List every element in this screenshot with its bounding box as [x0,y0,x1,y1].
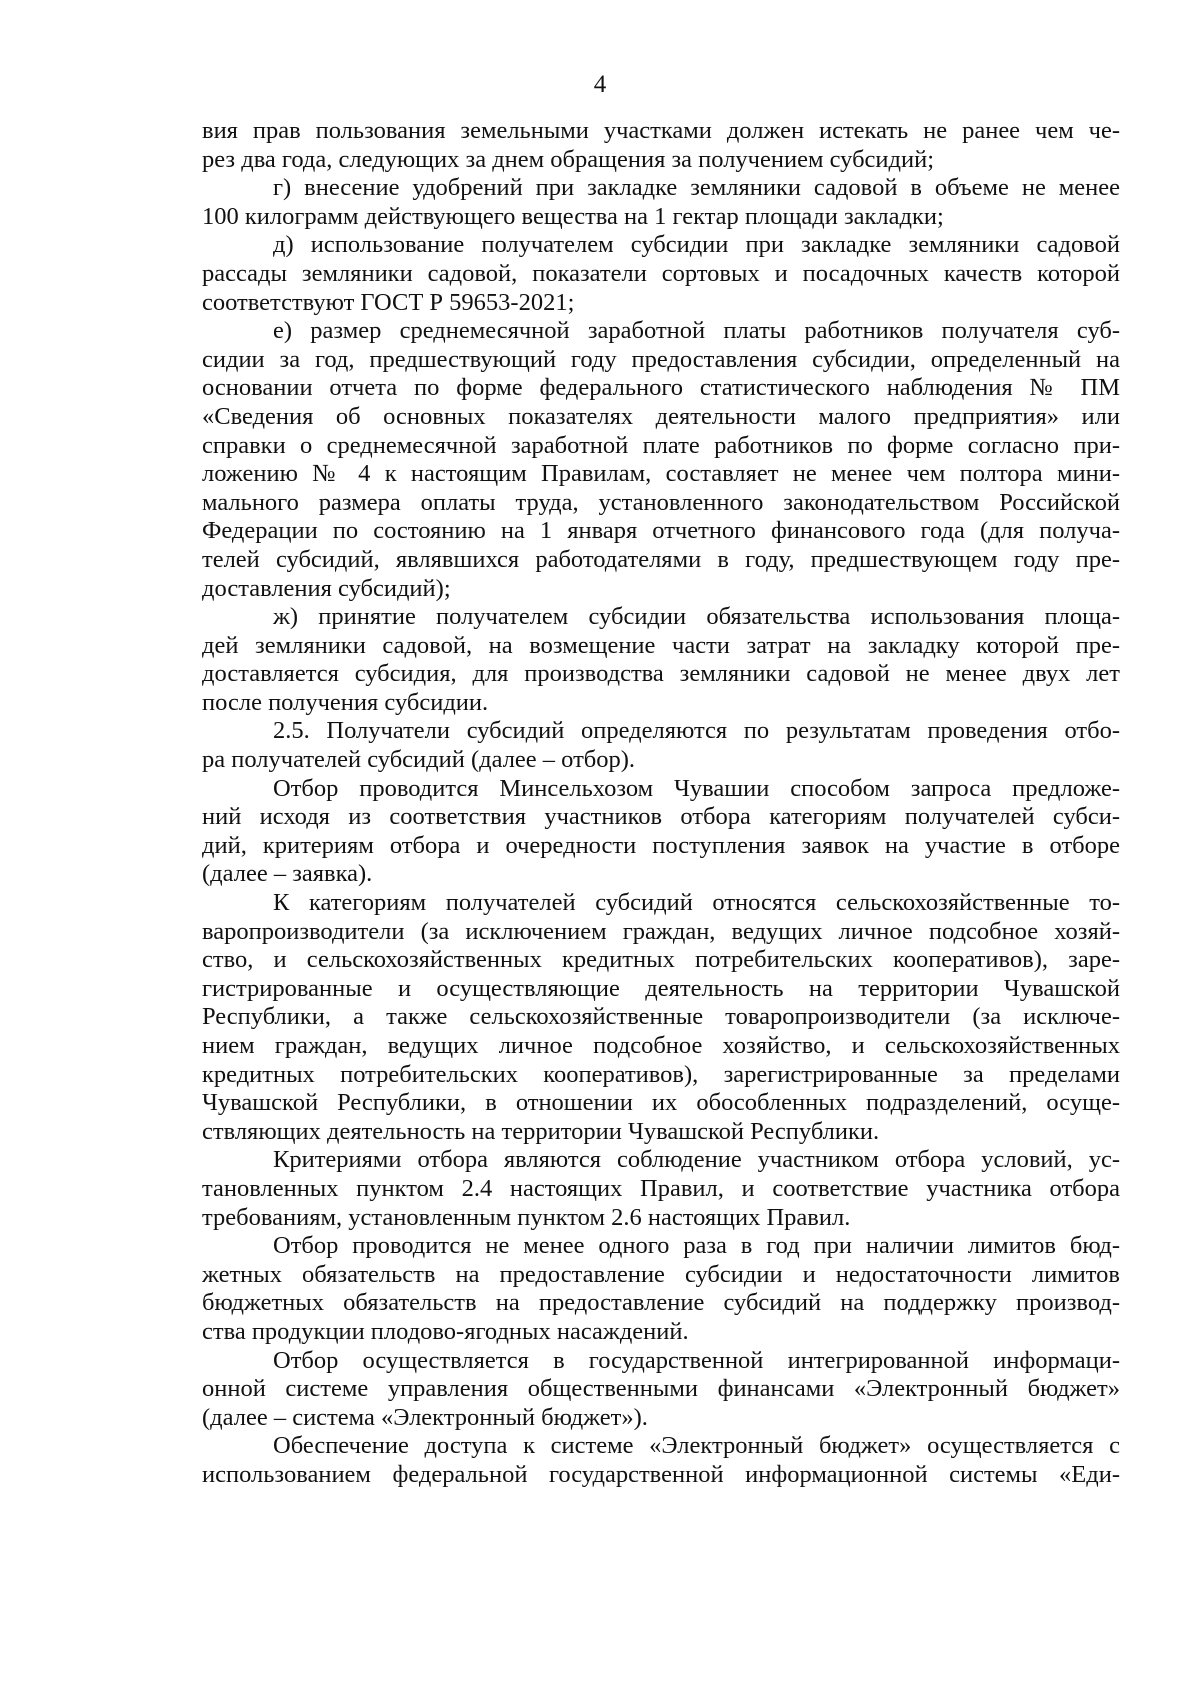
paragraph [202,1347,1120,1433]
text-line: 2.5. Получатели субсидий определяются по результатам проведения отбо- [273,717,1120,745]
text-line: мального размера оплаты труда, установленного законодательством Российской [202,488,1120,516]
text-line: ний исходя из соответствия участников отбора категориям получателей субси- [202,803,1120,831]
text-line: варопроизводители (за исключением граждан, ведущих личное подсобное хозяй- [202,917,1120,945]
text-line: справки о среднемесячной заработной плате работников по форме согласно при- [202,431,1120,459]
text-line: (далее – заявка). [202,860,373,888]
text-line: ства продукции плодово-ягодных насаждений. [202,1317,689,1345]
text-line: Критериями отбора являются соблюдение участником отбора условий, ус- [273,1146,1120,1174]
text-line: Обеспечение доступа к системе «Электронный бюджет» осуществляется с [273,1432,1120,1460]
text-line: нием граждан, ведущих личное подсобное хозяйство, и сельскохозяйственных [202,1032,1120,1059]
text-line: ж) принятие получателем субсидии обязательства использования площа- [273,603,1120,631]
text-line: требованиям, установленным пунктом 2.6 настоящих Правил. [202,1203,851,1231]
paragraph [202,603,1120,717]
text-line: Чувашской Республики, в отношении их обособленных подразделений, осуще- [202,1089,1120,1117]
text-line: сидии за год, предшествующий году предоставления субсидии, определенный на [202,345,1120,373]
text-line: основании отчета по форме федерального статистического наблюдения № ПМ [202,374,1120,402]
text-line: доставления субсидий); [202,574,451,602]
text-line: онной системе управления общественными финансами «Электронный бюджет» [202,1375,1120,1403]
text-line: гистрированные и осуществляющие деятельность на территории Чувашской [202,974,1120,1002]
text-line: Отбор проводится не менее одного раза в год при наличии лимитов бюд- [273,1232,1120,1260]
paragraph [202,1146,1120,1232]
text-line: дей земляники садовой, на возмещение части затрат на закладку которой пре- [202,631,1120,659]
paragraph [202,317,1120,603]
text-line: г) внесение удобрений при закладке земляники садовой в объеме не менее [273,174,1120,202]
paragraph [202,889,1120,1146]
text-line: бюджетных обязательств на предоставление субсидий на поддержку производ- [202,1289,1120,1317]
paragraph [202,174,1120,231]
text-line: использованием федеральной государственной информационной системы «Еди- [202,1460,1120,1488]
text-line: Отбор проводится Минсельхозом Чувашии способом запроса предложе- [273,774,1120,802]
text-line: телей субсидий, являвшихся работодателями в году, предшествующем году пре- [202,545,1120,573]
text-line: вия прав пользования земельными участками должен истекать не ранее чем че- [202,117,1120,144]
paragraph [202,1232,1120,1346]
text-line: тановленных пунктом 2.4 настоящих Правил, и соответствие участника отбора [202,1174,1120,1202]
text-line: рассады земляники садовой, показатели сортовых и посадочных качеств которой [202,259,1120,287]
text-line: ра получателей субсидий (далее – отбор). [202,746,636,774]
text-line: д) использование получателем субсидии при закладке земляники садовой [273,231,1120,259]
paragraph [202,717,1120,774]
text-line: ствляющих деятельность на территории Чувашской Республики. [202,1117,880,1145]
text-line: К категориям получателей субсидий относятся сельскохозяйственные то- [273,889,1120,917]
text-line: Республики, а также сельскохозяйственные товаропроизводители (за исключе- [202,1003,1120,1031]
document-body [202,117,1120,1490]
text-line: (далее – система «Электронный бюджет»). [202,1403,648,1431]
text-line: ство, и сельскохозяйственных кредитных потребительских кооперативов), заре- [202,946,1120,974]
paragraph [202,231,1120,317]
paragraph [202,775,1120,889]
text-line: после получения субсидии. [202,688,489,716]
text-line: Отбор осуществляется в государственной интегрированной информаци- [273,1346,1120,1374]
text-line: е) размер среднемесячной заработной платы работников получателя суб- [273,317,1120,345]
text-line: дий, критериям отбора и очередности поступления заявок на участие в отборе [202,831,1120,859]
text-line: 100 килограмм действующего вещества на 1 гектар площади закладки; [202,202,944,230]
text-line: Федерации по состоянию на 1 января отчетного финансового года (для получа- [202,517,1120,545]
paragraph [202,117,1120,174]
text-line: «Сведения об основных показателях деятельности малого предприятия» или [202,402,1120,430]
text-line: жетных обязательств на предоставление субсидии и недостаточности лимитов [202,1260,1120,1288]
text-line: соответствуют ГОСТ Р 59653-2021; [202,288,575,316]
page-number: 4 [593,71,607,98]
text-line: ложению № 4 к настоящим Правилам, составляет не менее чем полтора мини- [202,460,1120,488]
text-line: доставляется субсидия, для производства земляники садовой не менее двух лет [202,660,1120,688]
paragraph [202,1432,1120,1489]
text-line: кредитных потребительских кооперативов), зарегистрированные за пределами [202,1060,1120,1088]
text-line: рез два года, следующих за днем обращения за получением субсидий; [202,145,935,173]
